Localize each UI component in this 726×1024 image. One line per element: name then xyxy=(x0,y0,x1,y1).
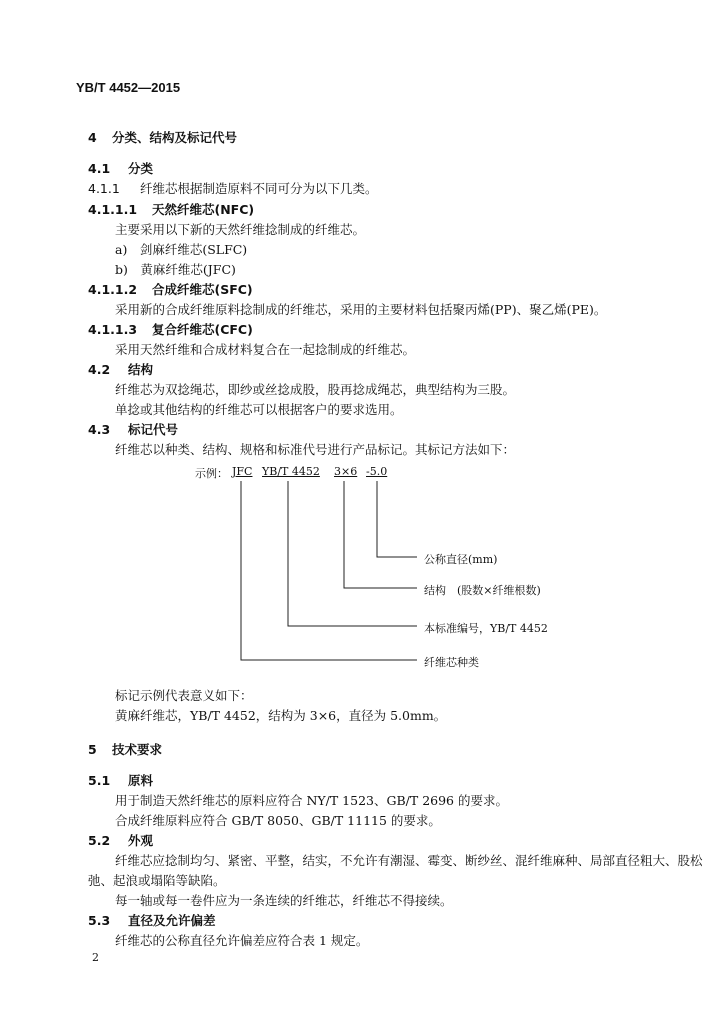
section-5-1-heading xyxy=(88,771,153,789)
example-note-text: 黄麻纤维芯，YB/T 4452，结构为 3×6，直径为 5.0mm。 xyxy=(115,708,447,723)
clause-4-3-text: 纤维芯以种类、结构、规格和标准代号进行产品标记。其标记方法如下： xyxy=(115,442,516,457)
clause-number: 4.1.1.3 xyxy=(88,322,138,337)
clause-title: 合成纤维芯(SFC) xyxy=(152,282,253,297)
label-diameter: 公称直径(mm) xyxy=(424,553,498,566)
leader-structure xyxy=(344,481,417,588)
section-5-3-heading xyxy=(88,911,216,929)
section-number: 4.1 xyxy=(88,161,111,176)
example-part-standard: YB/T 4452 xyxy=(262,465,320,478)
example-part-structure: 3×6 xyxy=(334,465,358,478)
paragraph-line: 用于制造天然纤维芯的原料应符合 NY/T 1523、GB/T 2696 的要求。 xyxy=(115,793,508,808)
section-5-2-heading xyxy=(88,831,153,849)
example-part-type: JFC xyxy=(232,465,253,478)
leader-standard xyxy=(288,481,417,626)
section-title: 外观 xyxy=(128,833,154,848)
leader-type xyxy=(241,481,417,660)
label-type: 纤维芯种类 xyxy=(424,656,479,669)
section-number: 5.3 xyxy=(88,913,111,928)
example-note-title: 标记示例代表意义如下： xyxy=(115,688,253,703)
clause-4-1-1-2-text: 采用新的合成纤维原料捻制成的纤维芯，采用的主要材料包括聚丙烯(PP)、聚乙烯(PE)。 xyxy=(115,302,607,317)
section-5-heading xyxy=(88,740,162,758)
clause-number: 4.1.1.1 xyxy=(88,202,138,217)
clause-4-1-1-1-text: 主要采用以下新的天然纤维捻制成的纤维芯。 xyxy=(115,222,366,237)
section-title: 标记代号 xyxy=(128,422,179,437)
paragraph-line: 合成纤维原料应符合 GB/T 8050、GB/T 11115 的要求。 xyxy=(115,813,441,828)
clause-title: 复合纤维芯(CFC) xyxy=(152,322,253,337)
example-part-diameter: -5.0 xyxy=(366,465,388,478)
section-title: 技术要求 xyxy=(112,742,163,757)
section-number: 5.2 xyxy=(88,833,111,848)
section-number: 5 xyxy=(88,742,97,757)
paragraph-line: 纤维芯应捻制均匀、紧密、平整，结实，不允许有潮湿、霉变、断纱丝、混纤维麻种、局部直径粗大、股松 xyxy=(115,853,703,868)
section-title: 原料 xyxy=(128,773,154,788)
paragraph-line: 每一轴或每一卷件应为一条连续的纤维芯，纤维芯不得接续。 xyxy=(115,893,453,908)
clause-4-1-1-3-text: 采用天然纤维和合成材料复合在一起捻制成的纤维芯。 xyxy=(115,342,416,357)
clause-number: 4.1.1 xyxy=(88,181,120,196)
paragraph-line: 单捻或其他结构的纤维芯可以根据客户的要求选用。 xyxy=(115,402,403,417)
paragraph-line: 弛、起浪或塌陷等缺陷。 xyxy=(88,873,226,888)
list-item: b) 黄麻纤维芯(JFC) xyxy=(115,262,236,277)
page-number: 2 xyxy=(92,951,99,964)
leader-diameter xyxy=(377,481,417,557)
example-prefix: 示例： xyxy=(195,467,228,480)
paragraph-line: 纤维芯为双捻绳芯，即纱或丝捻成股，股再捻成绳芯，典型结构为三股。 xyxy=(115,382,516,397)
list-item: a) 剑麻纤维芯(SLFC) xyxy=(115,242,248,257)
section-title: 分类、结构及标记代号 xyxy=(112,130,238,145)
section-number: 4.2 xyxy=(88,362,111,377)
standard-code: YB/T 4452—2015 xyxy=(76,80,181,95)
section-number: 5.1 xyxy=(88,773,111,788)
clause-title: 天然纤维芯(NFC) xyxy=(152,202,255,217)
section-number: 4 xyxy=(88,130,97,145)
clause-5-3-text: 纤维芯的公称直径允许偏差应符合表 1 规定。 xyxy=(115,933,369,948)
label-standard: 本标准编号，YB/T 4452 xyxy=(424,622,548,635)
section-number: 4.3 xyxy=(88,422,111,437)
clause-text: 纤维芯根据制造原料不同可分为以下几类。 xyxy=(140,181,378,196)
section-title: 直径及允许偏差 xyxy=(128,913,216,928)
section-title: 分类 xyxy=(128,161,154,176)
label-structure: 结构 (股数×纤维根数) xyxy=(424,584,541,597)
section-title: 结构 xyxy=(128,362,154,377)
clause-number: 4.1.1.2 xyxy=(88,282,138,297)
